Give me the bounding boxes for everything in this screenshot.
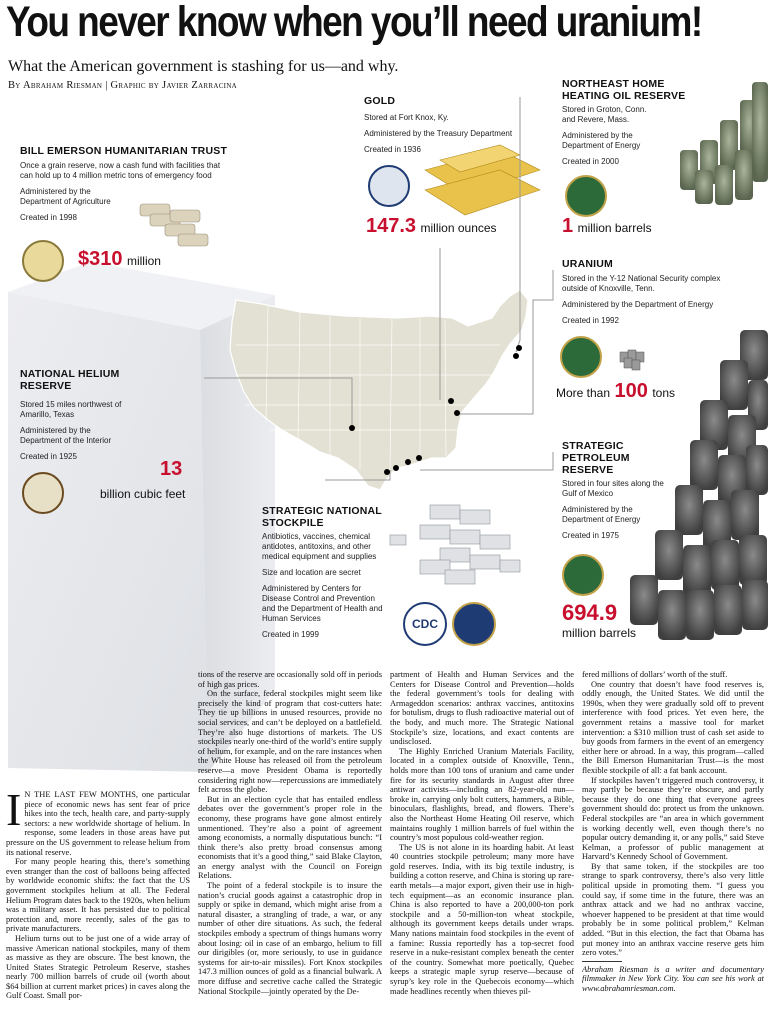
emerson-admin: Administered by the Department of Agriculture — [20, 187, 111, 206]
article-paragraph: N THE LAST FEW MONTHS, one particular piece of economic news has sent fear of price hikes into the tech, health care, and party-supply sectors: a new worldwide shortage of helium. In response, some leaders in those areas have put pressure on the US government to release helium from its national reserve. — [6, 790, 190, 857]
uranium-card — [562, 258, 722, 326]
cdc-seal-label: CDC — [412, 617, 438, 631]
heating-oil-card — [562, 78, 702, 167]
national-stockpile-title-1: STRATEGIC NATIONAL — [262, 505, 382, 517]
uranium-ingots-art — [620, 350, 644, 370]
emerson-title: BILL EMERSON HUMANITARIAN TRUST — [20, 145, 228, 157]
article-paragraph: The point of a federal stockpile is to insure the nation’s crucial goods against a catastrophic drop in supply or spike in demand, which might arise from a natural disaster, a strangling of trade, a war, or any number of other dire situations. As such, the federal stockpiles embody a spectrum of things humans worry about losing: oil in case of an embargo, helium to fill our dirigibles (or, more seriously, to use in guidance systems for air-to-air missiles). Fort Knox stockpiles 147.3 million ounces of gold as a financial bulwark. A more diffuse and secretive cache called the Strategic National Stockpile—jointly operated by the De- — [198, 881, 382, 996]
dek: What the American government is stashing for us—and why. — [8, 58, 399, 75]
gold-unit: million ounces — [420, 221, 497, 235]
helium-card — [20, 368, 180, 462]
petroleum-created: Created in 1975 — [562, 531, 619, 540]
map-dot-gold — [448, 398, 454, 404]
headline: You never know when you’ll need uranium! — [6, 0, 702, 46]
uranium-figure — [556, 380, 675, 403]
heating-oil-value: 1 — [562, 215, 574, 237]
article-paragraph: One country that doesn’t have food reserves is, oddly enough, the United States. We did until the 1990s, when they were gradually sold off to prevent interference with food prices. Yet even here, the government retains a massive tool for market intervention: a $310 million trust of cash set aside to buy goods from farmers in the event of an emergency either here or abroad. In a way, this program—called the Bill Emerson Humanitarian Trust—is the most flexible stockpile of all: a fat bank account. — [582, 679, 764, 775]
author-bio: Abraham Riesman is a writer and documentary filmmaker in New York City. You can see his work at www.abrahamriesman.com. — [582, 964, 764, 993]
map-dot-heating-oil-1 — [513, 353, 519, 359]
map-dot-petroleum-4 — [416, 455, 422, 461]
article-paragraph: By that same token, if the stockpiles are too strange to spark controversy, there’s also very little political upside in promoting them. “I guess you could say, if some time in the future, there was an anthrax attack and we had no anthrax vaccine, whoever happened to be president at that time would probably be in some political problem,” Kelman added. “But in this election, the fact that Obama has put money into an anthrax vaccine reserve gets him zero votes.” — [582, 861, 764, 958]
article-paragraph: The US is not alone in its hoarding habit. At least 40 countries stockpile petroleum; many more have gold reserves. India, with its big textile industry, is building a cotton reserve, and China is storing up rare-earth metals—a major export, given their use in high-tech equipment—as an economic insurance plan. China is also reported to have a 200,000-ton pork stockpile and a 50-million-ton wheat stockpile, although its government keeps details under wraps. Many nations maintain food stockpiles in the event of a famine: Russia reportedly has a top-secret food reserve in a nuke-resistant complex beneath the center of the country. Somewhat more poetically, Quebec keeps a strategic maple syrup reserve—because of syrup’s key role in the Quebecois economy—which made headlines recently when thieves pil- — [390, 842, 574, 996]
gold-title: GOLD — [364, 95, 396, 107]
usda-seal-icon — [22, 240, 64, 282]
dropcap: I — [6, 790, 22, 835]
article-column-3 — [390, 670, 574, 1024]
national-stockpile-card — [262, 505, 387, 640]
article-paragraph: If stockpiles haven’t triggered much controversy, it may partly be because they’re obscure, and partly because they do one thing that everyone agrees government should do: protect us from the unknown. Federal stockpiles are “an area in which government is working decently well, even though there’s no popular outcry demanding it, or any polls,” said Steve Kelman, a professor of public management at Harvard’s Kennedy School of Government. — [582, 775, 764, 862]
helium-created: Created in 1925 — [20, 452, 77, 461]
national-stockpile-created: Created in 1999 — [262, 630, 319, 639]
national-stockpile-desc: Antibiotics, vaccines, chemical antidotes, antitoxins, and other medical equipment and supplies — [262, 532, 377, 561]
gold-card — [364, 95, 524, 155]
emerson-value: $310 — [78, 248, 123, 270]
uranium-admin: Administered by the Department of Energy — [562, 300, 714, 309]
article-column-2 — [198, 670, 382, 1024]
heating-oil-admin: Administered by the Department of Energy — [562, 131, 641, 150]
petroleum-admin: Administered by the Department of Energy — [562, 505, 641, 524]
heating-oil-figure — [562, 215, 652, 238]
interior-seal-icon — [22, 472, 64, 514]
emerson-card — [20, 145, 235, 223]
heating-oil-created: Created in 2000 — [562, 157, 619, 166]
gold-created: Created in 1936 — [364, 145, 421, 154]
article-paragraph: But in an election cycle that has entailed endless debates over the government’s proper role in the economy, these programs have gone almost entirely unmentioned. They’re also a point of agreement among economists, a normally disputatious bunch: “I think there’s also pretty broad consensus among economists that it’s a good thing,” said Blake Clayton, an energy analyst with the Council on Foreign Relations. — [198, 794, 382, 881]
helium-value: 13 — [160, 458, 183, 480]
medical-boxes-art — [390, 505, 520, 584]
heating-oil-title-1: NORTHEAST HOME — [562, 78, 665, 90]
article-paragraph: For many people hearing this, there’s something even stranger than the cost of balloons being affected by worldwide economic shifts: the fact that the US government stockpiles helium at all. The Federal Helium Program dates back to the 1920s, when helium was a military asset. It has persisted due to political protection and, more recently, sales of the gas to private manufacturers. — [6, 857, 190, 934]
emerson-desc: Once a grain reserve, now a cash fund with facilities that can hold up to 4 million metric tons of emergency food — [20, 161, 221, 180]
petroleum-title-3: RESERVE — [562, 464, 614, 476]
gold-value: 147.3 — [366, 215, 417, 237]
heating-oil-unit: million barrels — [577, 221, 652, 235]
article-paragraph: On the surface, federal stockpiles might seem like precisely the kind of program that cost-cutters hate: They tie up billions in unused resources, provide no social services, and can’t be deployed on a battlefield. They’re also huge distortions of markets. The US stockpiles nearly one-third of the world’s entire supply of helium, for example, and on the rare instances when the White House has released oil from the petroleum reserve—a move President Obama is reportedly considering right now—repercussions are immediately felt across the globe. — [198, 689, 382, 795]
petroleum-unit: million barrels — [562, 626, 637, 640]
gold-bars-art — [425, 145, 540, 215]
heating-oil-title-2: HEATING OIL RESERVE — [562, 90, 686, 102]
helium-location: Stored 15 miles northwest of Amarillo, Texas — [20, 400, 122, 419]
gold-figure — [366, 215, 497, 238]
emerson-figure — [78, 248, 161, 271]
petroleum-card — [562, 440, 672, 541]
national-stockpile-title-2: STOCKPILE — [262, 517, 324, 529]
uranium-unit: tons — [652, 386, 675, 400]
article-column-1 — [6, 790, 190, 1024]
article-paragraph: partment of Health and Human Services and the Centers for Disease Control and Prevention—holds the federal government’s tools for dealing with Armageddon scenarios: anthrax vaccines, antitoxins for botulism, drugs to flush radioactive material out of the body, and much more. The Strategic National Stockpile’s size, locations, and exact contents are undisclosed. — [390, 670, 574, 747]
energy-seal-icon-uranium — [560, 336, 602, 378]
article-paragraph: Helium turns out to be just one of a wide array of massive American national stockpiles, many of them as massive as they are obscure. The best known, the United States Strategic Petroleum Reserve, stashes nearly 700 million barrels of crude oil (worth about $64 billion at current market prices) in caves along the Gulf Coast. Small por- — [6, 933, 190, 1001]
helium-admin: Administered by the Department of the Interior — [20, 426, 112, 445]
map-dot-petroleum-3 — [405, 459, 411, 465]
helium-title-1: NATIONAL HELIUM — [20, 368, 120, 380]
treasury-seal-icon — [368, 165, 410, 207]
uranium-created: Created in 1992 — [562, 316, 619, 325]
map-dot-helium — [349, 425, 355, 431]
article-paragraph: The Highly Enriched Uranium Materials Facility, located in a complex outside of Knoxville, Tenn., holds more than 100 tons of uranium and came under fire for its security standards in August after three antiwar activists—including an 82-year-old nun—broke in, carrying only bolt cutters, hammers, a Bible, binoculars, flashlights, bread, and flowers. There’s also the Northeast Home Heating Oil reserve, which maintains roughly 1 million barrels of fuel within the country’s most populous cold-weather region. — [390, 746, 574, 843]
hhs-seal-icon — [452, 602, 496, 646]
petroleum-title-1: STRATEGIC — [562, 440, 624, 452]
uranium-value: 100 — [614, 380, 648, 402]
energy-seal-icon-heating — [565, 175, 607, 217]
national-stockpile-admin: Administered by Centers for Disease Control and Prevention and the Department of Health and Human Services — [262, 584, 383, 623]
map-dot-heating-oil-2 — [516, 345, 522, 351]
petroleum-value: 694.9 — [562, 600, 618, 625]
gold-admin: Administered by the Treasury Department — [364, 129, 513, 138]
emerson-unit: million — [126, 254, 161, 268]
byline: By Abraham Riesman | Graphic by Javier Zarracina — [8, 80, 238, 91]
map-dot-petroleum-1 — [384, 469, 390, 475]
uranium-title: URANIUM — [562, 258, 613, 270]
gold-location: Stored at Fort Knox, Ky. — [364, 113, 449, 122]
article-paragraph: fered millions of dollars’ worth of the stuff. — [582, 670, 728, 679]
energy-seal-icon-petroleum — [562, 554, 604, 596]
petroleum-title-2: PETROLEUM — [562, 452, 630, 464]
article-paragraph: tions of the reserve are occasionally sold off in periods of high gas prices. — [198, 670, 382, 689]
map-dot-petroleum-2 — [393, 465, 399, 471]
cdc-seal-icon — [403, 602, 447, 646]
helium-title-2: RESERVE — [20, 380, 72, 392]
emerson-created: Created in 1998 — [20, 213, 77, 222]
petroleum-location: Stored in four sites along the Gulf of Mexico — [562, 479, 664, 498]
heating-oil-location-2: and Revere, Mass. — [562, 115, 630, 124]
uranium-location: Stored in the Y-12 National Security complex outside of Knoxville, Tenn. — [562, 274, 721, 293]
map-dot-uranium — [454, 410, 460, 416]
uranium-prefix: More than — [556, 386, 611, 400]
heating-oil-location-1: Stored in Groton, Conn. — [562, 105, 647, 114]
national-stockpile-note: Size and location are secret — [262, 568, 361, 577]
helium-unit: billion cubic feet — [100, 487, 186, 501]
article-column-4 — [582, 670, 764, 1024]
